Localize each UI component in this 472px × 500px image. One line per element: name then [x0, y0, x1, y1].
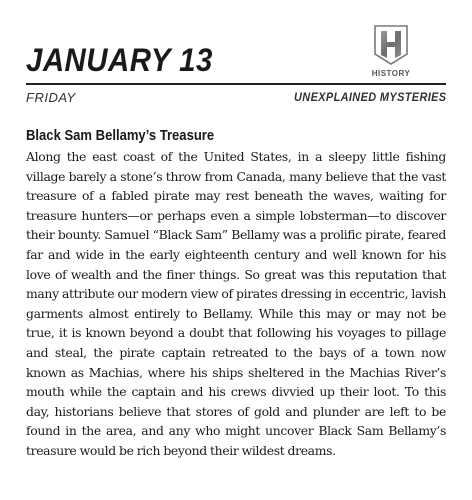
- article-title: Black Sam Bellamy’s Treasure: [26, 128, 215, 144]
- header-divider: [26, 83, 446, 85]
- history-h-logo-icon: [373, 24, 409, 66]
- page-weekday: FRIDAY: [26, 90, 76, 105]
- history-logo: [364, 24, 418, 84]
- page-date: JANUARY 13: [26, 42, 213, 78]
- article-body: Along the east coast of the United States, in a sleepy little fishing village barely a stone’s throw from Canada, many believe that the vast treasure of a fabled pirate may rest beneath the waves, waiting for treasure hunters—or perhaps even a simple lobsterman—to discover their bounty. Samuel “Black Sam” Bellamy was a prolific pirate, feared far and wide in the early eighteenth century and well known for his love of wealth and the finer things. So great was this reputation that many attribute our modern view of pirates dressing in eccentric, lavish garments almost entirely to Bellamy. While this may or may not be true, it is known beyond a doubt that following his voyages to pillage and steal, the pirate captain retreated to the bays of a town now known as Machias, where his ships sheltered in the Machias River’s mouth while the captain and his crews divvied up their loot. To this day, historians believe that stores of gold and plunder are left to be found in the area, and any who might uncover Black Sam Bellamy’s treasure would be rich beyond their wildest dreams.: [26, 149, 446, 458]
- logo-text: HISTORY: [371, 69, 411, 78]
- page-category: UNEXPLAINED MYSTERIES: [293, 92, 446, 104]
